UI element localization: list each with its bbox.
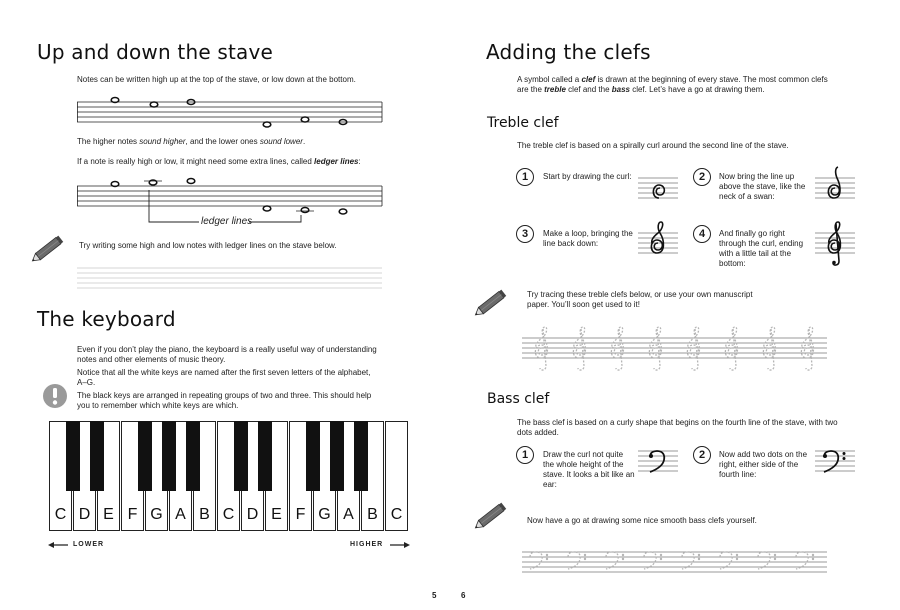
- treble-intro: The treble clef is based on a spirally curl around the second line of the stave.: [517, 141, 789, 150]
- key-letter: C: [390, 506, 403, 523]
- page-number-left: 5: [432, 591, 437, 600]
- keyboard-para-3: The black keys are arranged in repeating groups of two and three. This should help you to remember which white keys are which.: [77, 391, 372, 410]
- page-number-right: 6: [461, 591, 466, 600]
- black-key[interactable]: [90, 421, 104, 491]
- lower-label: LOWER: [73, 541, 105, 548]
- step-number: 2: [693, 168, 711, 186]
- higher-label: HIGHER: [350, 541, 384, 548]
- treble-step-2-text: Now bring the line up above the stave, like the neck of a swan:: [719, 172, 806, 201]
- key-letter: A: [343, 506, 354, 523]
- key-letter: C: [222, 506, 235, 523]
- treble-step-4-text: And finally go right through the curl, ending with a little tail at the bottom:: [719, 229, 804, 268]
- key-letter: G: [318, 506, 331, 523]
- page-title-keyboard: The keyboard: [37, 307, 176, 331]
- page-title-clefs: Adding the clefs: [486, 40, 651, 64]
- treble-step-3-diagram: [638, 219, 678, 261]
- stave-high-low: [77, 95, 383, 131]
- ledger-text: If a note is really high or low, it might need some extra lines, called ledger lines:: [77, 157, 361, 166]
- pencil-icon: [471, 287, 511, 321]
- bass-tracing-stave[interactable]: [522, 546, 828, 578]
- bass-step-1-diagram: [638, 443, 678, 479]
- keyboard-para-2: Notice that all the white keys are named after the first seven letters of the alphabet, A–G.: [77, 368, 371, 387]
- bass-clef-icon: [815, 443, 855, 479]
- arrow-right-icon: [390, 541, 410, 549]
- black-key[interactable]: [306, 421, 320, 491]
- practice-stave[interactable]: [77, 266, 383, 292]
- key-letter: D: [78, 506, 91, 523]
- key-letter: E: [103, 506, 114, 523]
- bass-step-2-text: Now add two dots on the right, either side of the fourth line:: [719, 450, 808, 479]
- bass-activity-text: Now have a go at drawing some nice smooth bass clefs yourself.: [527, 516, 757, 525]
- pencil-icon: [28, 233, 68, 267]
- ledger-lines-label: ledger lines: [201, 216, 253, 227]
- arrow-left-icon: [48, 541, 68, 549]
- info-exclamation-icon: [42, 383, 68, 409]
- step-number: 2: [693, 446, 711, 464]
- key-letter: F: [127, 506, 138, 523]
- bass-trace-clefs: [530, 552, 814, 569]
- treble-step-1-text: Start by drawing the curl:: [543, 172, 632, 181]
- step-number: 1: [516, 168, 534, 186]
- key-letter: E: [271, 506, 282, 523]
- key-letter: B: [199, 506, 210, 523]
- treble-step-2-diagram: [815, 164, 855, 206]
- black-key[interactable]: [186, 421, 200, 491]
- bass-step-1-text: Draw the curl not quite the whole height of the stave. It looks a bit like an ear:: [543, 450, 635, 489]
- stave-intro: Notes can be written high up at the top of the stave, or low down at the bottom.: [77, 75, 356, 84]
- step-number: 4: [693, 225, 711, 243]
- key-letter: B: [367, 506, 378, 523]
- higher-lower-text: The higher notes sound higher, and the lower ones sound lower.: [77, 137, 306, 146]
- bass-intro: The bass clef is based on a curly shape that begins on the fourth line of the stave, with two dots added.: [517, 418, 838, 437]
- page-title-stave: Up and down the stave: [37, 40, 274, 64]
- stave-activity-text: Try writing some high and low notes with ledger lines on the stave below.: [79, 241, 337, 250]
- treble-step-3-text: Make a loop, bringing the line back down:: [543, 229, 633, 248]
- key-letter: G: [150, 506, 163, 523]
- black-key[interactable]: [330, 421, 344, 491]
- treble-step-1-diagram: [638, 172, 678, 202]
- key-letter: F: [295, 506, 306, 523]
- pencil-icon: [471, 500, 511, 534]
- key-letter: A: [175, 506, 186, 523]
- piano-keyboard: [49, 421, 410, 531]
- treble-tracing-stave[interactable]: [522, 322, 828, 384]
- treble-clef-icon: [815, 219, 855, 269]
- step-number: 1: [516, 446, 534, 464]
- keyboard-para-1: Even if you don’t play the piano, the keyboard is a really useful way of understanding notes and other elements of music theory.: [77, 345, 377, 364]
- key-letter: C: [54, 506, 67, 523]
- treble-trace-clefs: [535, 327, 813, 370]
- section-title-treble: Treble clef: [487, 115, 559, 131]
- white-key[interactable]: [385, 421, 408, 531]
- black-key[interactable]: [258, 421, 272, 491]
- black-key[interactable]: [234, 421, 248, 491]
- treble-activity-text: Try tracing these treble clefs below, or use your own manuscript paper. You’ll soon get used to it!: [527, 290, 753, 309]
- black-key[interactable]: [138, 421, 152, 491]
- section-title-bass: Bass clef: [487, 391, 550, 407]
- black-key[interactable]: [354, 421, 368, 491]
- step-number: 3: [516, 225, 534, 243]
- clefs-intro: A symbol called a clef is drawn at the beginning of every stave. The most common clefs are the treble clef and the bass clef. Let’s have a go at drawing them.: [517, 75, 828, 94]
- key-letter: D: [246, 506, 259, 523]
- black-key[interactable]: [66, 421, 80, 491]
- black-key[interactable]: [162, 421, 176, 491]
